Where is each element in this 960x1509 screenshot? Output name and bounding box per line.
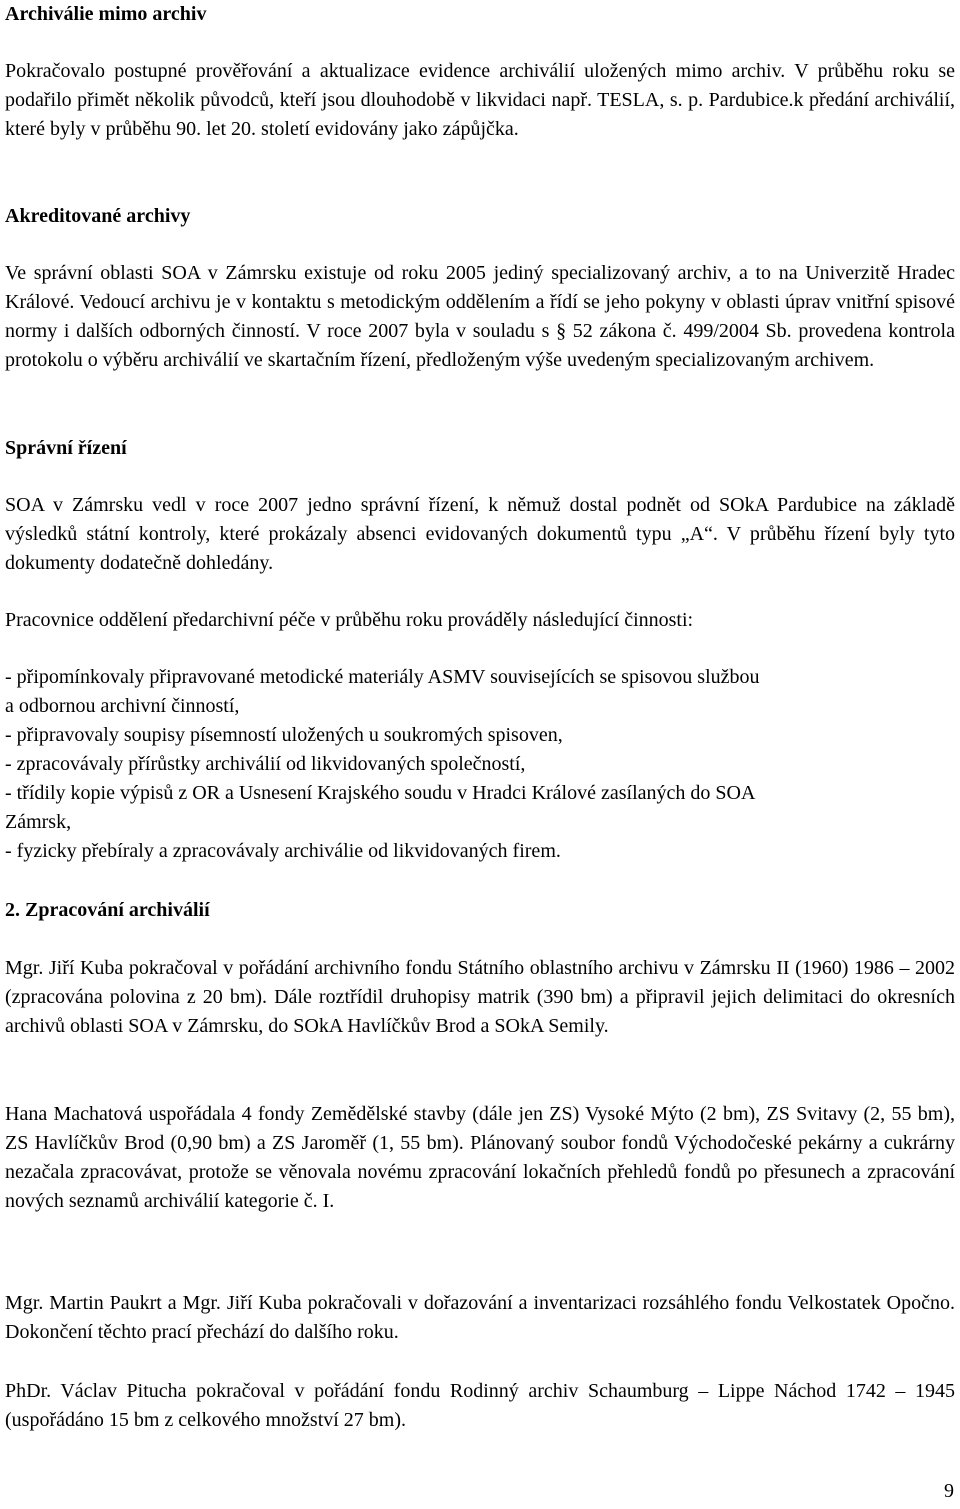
heading-akreditovane-archivy: Akreditované archivy (5, 205, 191, 227)
list-item: - připomínkovaly připravované metodické materiály ASMV souvisejících se spisovou službou (5, 666, 760, 688)
list-item: - třídily kopie výpisů z OR a Usnesení Krajského soudu v Hradci Králové zasílaných do SOA (5, 782, 756, 804)
paragraph-archivalie-mimo-archiv: Pokračovalo postupné prověřování a aktualizace evidence archiválií uložených mimo archiv. V průběhu roku se podařilo přimět několik původců, kteří jsou dlouhodobě v likvidaci např. TESLA, s. p. Pardubice.k předání archiválií, které byly v průběhu 90. let 20. století evidovány jako zápůjčka. (5, 60, 955, 140)
paragraph-zpracovani-machatova: Hana Machatová uspořádala 4 fondy Zemědělské stavby (dále jen ZS) Vysoké Mýto (2 bm), ZS Svitavy (2, 55 bm), ZS Havlíčkův Brod (0,90 bm) a ZS Jaroměř (1, 55 bm). Plánovaný soubor fondů Východočeské pekárny a cukrárny nezačala zpracovávat, protože se věnovala novému zpracování lokačních přehledů fondů po přesunech a zpracování nových seznamů archiválií kategorie č. I. (5, 1103, 955, 1212)
heading-zpracovani-archivalii: 2. Zpracování archiválií (5, 899, 210, 921)
paragraph-zpracovani-paukrt: Mgr. Martin Paukrt a Mgr. Jiří Kuba pokračovali v dořazování a inventarizaci rozsáhlého fondu Velkostatek Opočno. Dokončení těchto prací přechází do dalšího roku. (5, 1292, 955, 1343)
page-number: 9 (944, 1480, 954, 1502)
paragraph-zpracovani-kuba: Mgr. Jiří Kuba pokračoval v pořádání archivního fondu Státního oblastního archivu v Zámrsku II (1960) 1986 – 2002 (zpracována polovina z 20 bm). Dále roztřídil druhopisy matrik (390 bm) a připravil jejich delimitaci do okresních archivů oblasti SOA v Zámrsku, do SOkA Havlíčkův Brod a SOkA Semily. (5, 957, 955, 1037)
paragraph-zpracovani-pitucha: PhDr. Václav Pitucha pokračoval v pořádání fondu Rodinný archiv Schaumburg – Lippe Náchod 1742 – 1945 (uspořádáno 15 bm z celkového množství 27 bm). (5, 1380, 955, 1431)
list-item: - fyzicky přebíraly a zpracovávaly archiválie od likvidovaných firem. (5, 840, 561, 862)
list-item: a odbornou archivní činností, (5, 695, 240, 717)
paragraph-spravni-rizeni: SOA v Zámrsku vedl v roce 2007 jedno správní řízení, k němuž dostal podnět od SOkA Pardubice na základě výsledků státní kontroly, které prokázaly absenci evidovaných dokumentů typu „A“. V průběhu řízení byly tyto dokumenty dodatečně dohledány. (5, 494, 955, 574)
heading-spravni-rizeni: Správní řízení (5, 437, 127, 459)
list-item: - připravovaly soupisy písemností uložených u soukromých spisoven, (5, 724, 563, 746)
list-item: - zpracovávaly přírůstky archiválií od likvidovaných společností, (5, 753, 526, 775)
heading-archivalie-mimo-archiv: Archiválie mimo archiv (5, 3, 207, 25)
paragraph-akreditovane-archivy: Ve správní oblasti SOA v Zámrsku existuje od roku 2005 jediný specializovaný archiv, a to na Univerzitě Hradec Králové. Vedoucí archivu je v kontaktu s metodickým oddělením a řídí se jeho pokyny v oblasti úprav vnitřní spisové normy i dalších odborných činností. V roce 2007 byla v souladu s § 52 zákona č. 499/2004 Sb. provedena kontrola protokolu o výběru archiválií ve skartačním řízení, předloženým výše uvedeným specializovaným archivem. (5, 262, 955, 371)
list-item: Zámrsk, (5, 811, 72, 833)
paragraph-predarchivni-intro: Pracovnice oddělení předarchivní péče v průběhu roku prováděly následující činnosti: (5, 609, 694, 631)
